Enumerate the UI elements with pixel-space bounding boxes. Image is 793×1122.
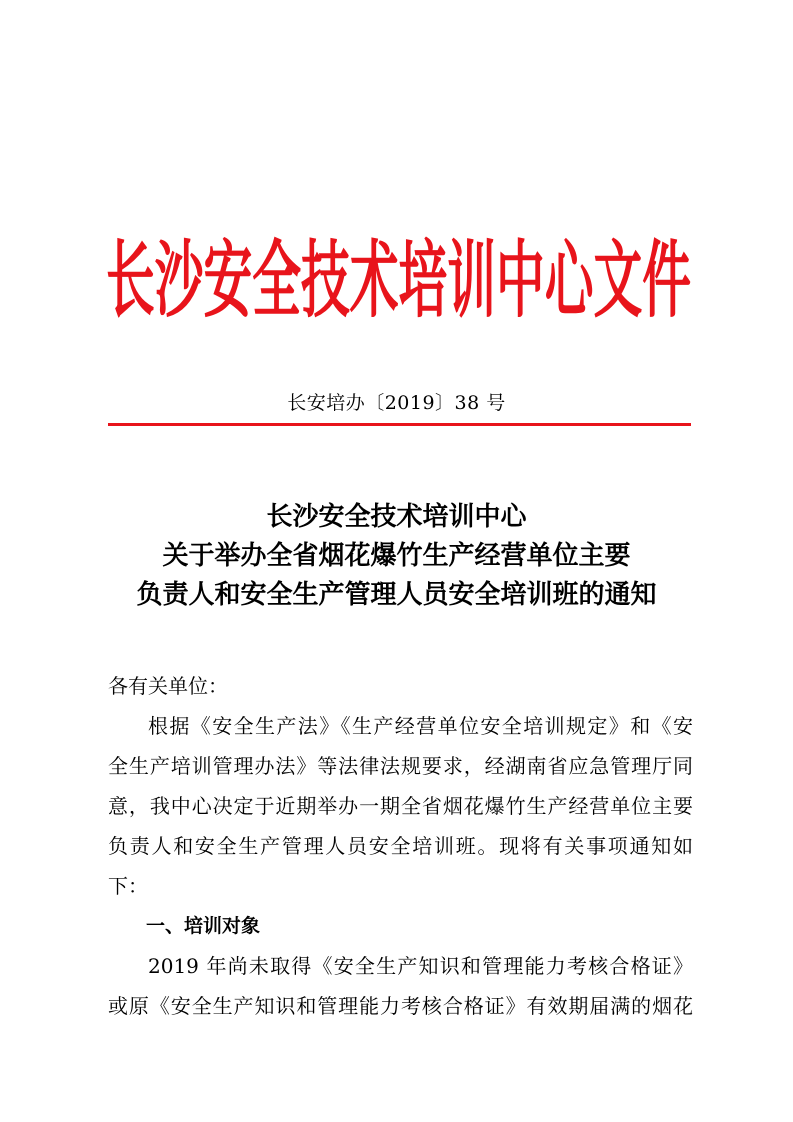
- notice-title: [0, 498, 793, 615]
- issuer-header-title: 长沙安全技术培训中心文件: [106, 231, 691, 330]
- paragraph-2-line-1: 2019 年尚未取得《安全生产知识和管理能力考核合格证》: [148, 954, 693, 978]
- paragraph-1-line-5: 下：: [108, 874, 148, 898]
- notice-title-line-3: 负责人和安全生产管理人员安全培训班的通知: [136, 580, 657, 610]
- paragraph-1-line-2: 全生产培训管理办法》等法律法规要求，经湖南省应急管理厅同: [108, 754, 693, 778]
- paragraph-1-line-1: 根据《安全生产法》《生产经营单位安全培训规定》和《安: [148, 714, 693, 738]
- paragraph-1-line-4: 负责人和安全生产管理人员安全培训班。现将有关事项通知如: [108, 834, 693, 858]
- notice-title-line-2: 关于举办全省烟花爆竹生产经营单位主要: [162, 541, 631, 571]
- section-1-heading: 一、培训对象: [146, 915, 261, 937]
- paragraph-1-line-3: 意，我中心决定于近期举办一期全省烟花爆竹生产经营单位主要: [108, 794, 693, 818]
- red-divider-line: [108, 423, 691, 426]
- paragraph-2-line-2: 或原《安全生产知识和管理能力考核合格证》有效期届满的烟花: [108, 994, 693, 1018]
- salutation: 各有关单位：: [108, 674, 228, 698]
- notice-body: [108, 666, 693, 1026]
- notice-title-line-1: 长沙安全技术培训中心: [266, 502, 527, 532]
- document-number: 长安培办〔2019〕38 号: [287, 392, 506, 414]
